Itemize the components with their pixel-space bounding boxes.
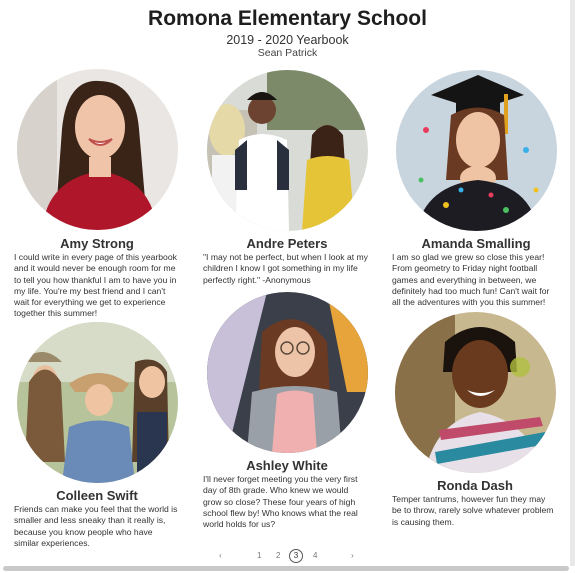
student-photo-andre-peters	[207, 70, 368, 231]
student-photo-colleen-swift	[17, 322, 178, 483]
student-name: Andre Peters	[246, 236, 328, 251]
pagination	[0, 549, 575, 563]
student-quote: Friends can make you feel that the world is smaller and less sneaky than it really is, because you know people who have similar experiences.	[14, 504, 178, 548]
page-1-link[interactable]: 1	[257, 551, 262, 560]
student-name: Amanda Smalling	[421, 236, 531, 251]
student-quote: I am so glad we grew so close this year! From geometry to Friday night football games and everything in between, we definitely had too much fun! Can't wait for all the adventures with you this summer!	[392, 252, 550, 308]
page-2-link[interactable]: 2	[276, 551, 281, 560]
student-name: Colleen Swift	[56, 488, 138, 503]
vertical-scrollbar-track[interactable]	[570, 0, 575, 566]
yearbook-header	[0, 6, 575, 59]
prev-page-button[interactable]: ‹	[219, 551, 222, 560]
student-photo-ronda-dash	[395, 312, 556, 473]
student-name: Ashley White	[246, 458, 328, 473]
student-photo-amanda-smalling	[396, 70, 557, 231]
page-title: Romona Elementary School	[148, 7, 427, 30]
page-4-link[interactable]: 4	[313, 551, 318, 560]
student-name: Amy Strong	[60, 236, 134, 251]
next-page-button[interactable]: ›	[351, 551, 354, 560]
author-name: Sean Patrick	[257, 47, 318, 59]
student-name: Ronda Dash	[437, 478, 513, 493]
yearbook-subtitle: 2019 - 2020 Yearbook	[226, 33, 349, 47]
student-quote: Temper tantrums, however fun they may be to throw, rarely solve whatever problem is causing them.	[392, 494, 554, 527]
student-quote: I could write in every page of this yearbook and it would never be enough room for me to tell you how thankful I am to have you in my life. You're my best friend and I can't wait for everything we get to experience together this summer!	[14, 252, 177, 319]
page-3-current[interactable]: 3	[289, 549, 303, 563]
student-quote: I'll never forget meeting you the very first day of 8th grade. Who knew we would grow so close? These four years of high school flew by! Who knows what the real world holds for us?	[203, 474, 358, 530]
student-photo-amy-strong	[17, 69, 178, 230]
student-quote: "I may not be perfect, but when I look at my children I know I got something in my life perfectly right." -Anonymous	[203, 252, 368, 285]
student-photo-ashley-white	[207, 292, 368, 453]
horizontal-scrollbar[interactable]	[3, 566, 569, 571]
